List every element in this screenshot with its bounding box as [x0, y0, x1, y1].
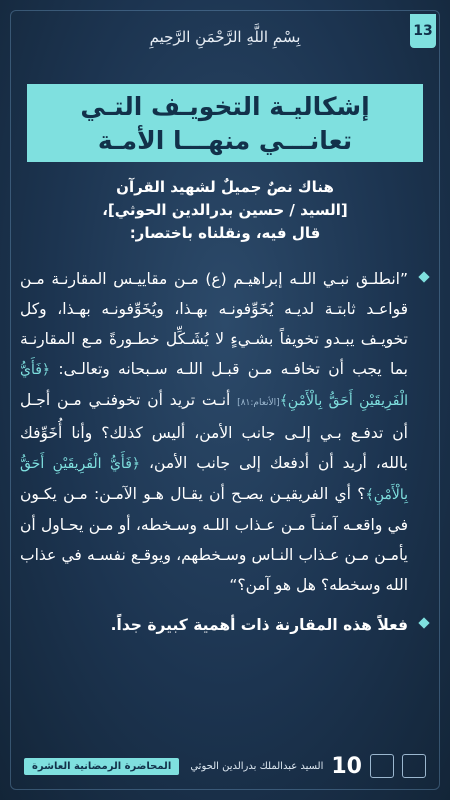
basmala-calligraphy: بِسْمِ اللَّهِ الرَّحْمَنِ الرَّحِيمِ — [149, 28, 301, 46]
episode-number: 10 — [331, 753, 362, 779]
verse-1: ﴿فَأَيُّ الْفَرِيقَيْنِ أَحَقُّ بِالْأَمْنِ﴾ — [20, 362, 408, 409]
paragraph-quote — [20, 264, 430, 600]
title-box — [27, 84, 423, 162]
conclusion-text: فعلاً هذه المقارنة ذات أهمية كبيرة جداً. — [110, 616, 408, 634]
verse-2: ﴿فَأَيُّ الْفَرِيقَيْنِ أَحَقُّ بِالْأَمْنِ﴾ — [20, 456, 408, 503]
series-title: السيد عبدالملك بدرالدين الحوثي — [190, 760, 324, 772]
publisher-logo-icon — [370, 754, 394, 778]
title-line-2: تعانـــي منهـــا الأمـة — [97, 126, 353, 155]
diamond-bullet-icon — [418, 617, 429, 628]
quote-text-c: ؟ أي الفريقيـن يصـح أن يقـال هـو الآمـن: مـن يكـون في واقعـه آمنـاً مـن عـذاب اللـه وسـخطه، أو مـن يحـاول أن يأمـن مـن عـذاب النـاس وسـخطهم، ويوقـع نفسـه في عذاب الله وسخطه؟ هل هو آمن؟“ — [20, 485, 408, 594]
intro-line-2: [السيد / حسين بدرالدين الحوثي]، — [102, 201, 348, 219]
article-content — [20, 264, 430, 640]
channel-logo-icon — [402, 754, 426, 778]
intro-line-1: هناك نصٌ جميلٌ لشهيد القرآن — [116, 178, 334, 196]
lecture-label: المحاضرة الرمضانية العاشرة — [24, 758, 179, 775]
diamond-bullet-icon — [418, 271, 429, 282]
intro-line-3: قال فيه، ونقلناه باختصار: — [129, 224, 321, 242]
verse-reference: [الأنعام:٨١] — [237, 398, 280, 408]
quote-text-a: ”انطلـق نبـي اللـه إبراهيـم (ع) مـن مقاييـس المقارنـة مـن قواعـد ثابتـة لديـه يُخَوِّفونـه بهـذا، ويُخَوِّفونـه بهـذا، وكل تخويـف يبـدو تخويفاً بشـيءٍ لا يُشَـكِّل خطـورةً مـع المقارنـة بما يجب أن تخافـه مـن قبـل اللـه سـبحانه وتعالـى: — [20, 270, 408, 378]
title-line-1: إشكاليـة التخويـف التـي — [80, 92, 370, 121]
page-number-badge: 13 — [410, 14, 436, 48]
footer-series — [190, 754, 426, 779]
paragraph-conclusion — [20, 610, 430, 640]
quote-text-b: أنـت تريد أن تخوفنـي مـن أجـل أن تدفـع بـي إلـى جانب الأمن، أليس كذلك؟ وأنا أُخَوِّفك بالله، أريد أن أدفعك إلى جانب الأمن، — [20, 391, 408, 472]
intro-text — [20, 176, 430, 245]
footer-bar — [10, 742, 440, 790]
